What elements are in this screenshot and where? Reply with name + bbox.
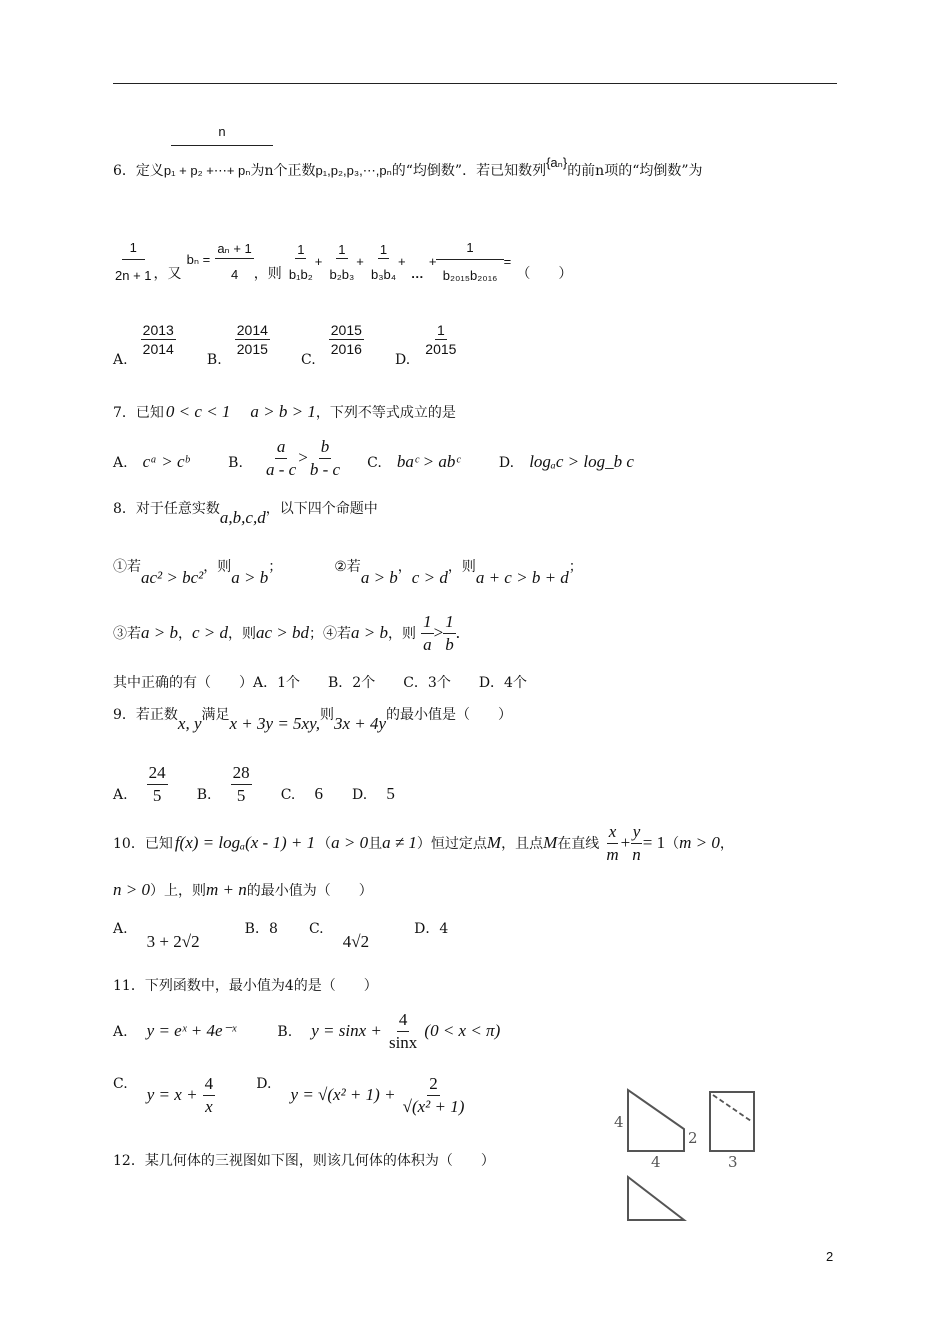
q6-def-fraction — [171, 124, 273, 146]
q9-option-b: $\frac{28}{5}$ — [232, 763, 250, 805]
label-height-2: 2 — [688, 1129, 698, 1147]
q6-sum-term-2: $\frac{1}{\text{b₂b₃}}$ — [329, 241, 355, 282]
q7-option-b-left: $\frac{a}{a - c}$ — [266, 437, 297, 479]
q8-stem: 8．对于任意实数a,b,c,d，以下四个命题中 — [113, 501, 378, 527]
q9-option-d: 5 — [386, 784, 395, 803]
q7-option-c: baᶜ > abᶜ — [396, 452, 460, 471]
q6-def-den: p₁ + p₂ +⋯+ pₙ — [163, 163, 251, 178]
front-view-shape — [628, 1090, 684, 1151]
q10-option-c: 4√2 — [342, 932, 370, 951]
label-height-4: 4 — [614, 1113, 624, 1131]
q7-option-b-right: $\frac{b}{b - c}$ — [309, 437, 341, 479]
q11-option-c-frac: $\frac{4}{x}$ — [204, 1074, 214, 1116]
q11-stem: 11．下列函数中，最小值为4的是（ ） — [113, 978, 378, 994]
q10-stem: 10．已知 f(x) = logₐ(x - 1) + 1 （a > 0且a ≠ 1）恒过定点M，且点M在直线 $\frac{x}{m}$ + $\frac{y}{n}$ = 1（m > 0， — [113, 822, 734, 864]
q6-options: A. $\frac{2013}{2014}$ B. $\frac{2014}{2015}$ C. $\frac{2015}{2016}$ D. $\frac{1}{2015}$ — [113, 322, 457, 368]
three-view-svg — [610, 1085, 770, 1225]
q6-option-d: $\frac{1}{2015}$ — [425, 322, 457, 357]
q8-props-1-2: ①若ac² > bc²，则a > b； ②若a > b，c > d，则a + c > b + d； — [113, 559, 583, 587]
q12-stem: 12．某几何体的三视图如下图，则该几何体的体积为（ ） — [113, 1153, 495, 1169]
q8-props-3-4: ③若a > b，c > d，则ac > bd；④若a > b，则 $\frac{1}{a}$ > $\frac{1}{b}$ . — [113, 612, 460, 654]
q6-frac-avg: $\frac{1}{2n + 1}$ — [115, 240, 152, 283]
header-rule — [113, 83, 837, 84]
q10-frac-x-m: $\frac{x}{m}$ — [606, 822, 619, 864]
q11-options-cd: C. y = x + $\frac{4}{x}$ D. y = √(x² + 1) + $\frac{2}{\text{√(x² + 1)}}$ — [113, 1074, 465, 1116]
q8-frac-1b: $\frac{1}{b}$ — [445, 612, 454, 654]
q6-option-a: $\frac{2013}{2014}$ — [142, 322, 174, 357]
q9-options: A. $\frac{24}{5}$ B. $\frac{28}{5}$ C. 6 D. 5 — [113, 763, 395, 805]
q7-option-d: logₐc > log_b c — [529, 452, 634, 471]
q7-stem: 7．已知 0 < c < 1 a > b > 1，下列不等式成立的是 — [113, 402, 456, 421]
side-view-shape — [710, 1092, 754, 1151]
q8-answer-options: 其中正确的有（ ）A．1个 B．2个 C．3个 D．4个 — [113, 675, 527, 691]
q9-option-a: $\frac{24}{5}$ — [148, 763, 166, 805]
q10-option-a: 3 + 2√2 — [146, 932, 200, 951]
q6-sum-term-1: $\frac{1}{\text{b₁b₂}}$ — [288, 241, 313, 282]
label-width-4: 4 — [651, 1153, 661, 1171]
q6-line1: 6．定义p₁ + p₂ +⋯+ pₙ为n个正数p₁,p₂,p₃,⋯,pₙ的“均倒数”．若已知数列$^{\{a_n\}}$的前n项的“均倒数”为 — [113, 155, 703, 179]
q6-frac-bn: $\frac{\text{aₙ + 1}}{4}$ — [217, 241, 252, 282]
label-width-3: 3 — [728, 1153, 738, 1171]
q6-option-c: $\frac{2015}{2016}$ — [330, 322, 362, 357]
q11-options-ab: A. y = eˣ + 4e⁻ˣ B. y = sinx + $\frac{4}{\sin x}$ (0 < x < π) — [113, 1010, 501, 1052]
q6-def-num: n — [171, 124, 273, 146]
q6-line2: $\frac{1}{2n + 1}$ ，又 bₙ = $\frac{\text{aₙ + 1}}{4}$ ，则 $\frac{1}{\text{b₁b₂}}$ + $\frac{1}{\text{b₂b₃}}$ + $\frac{1}{\text{b₃b₄}}$ + $_\dots$ + $\frac{1}{\text{b₂₀₁₅b₂₀₁₆}}$ = （ ） — [115, 240, 573, 283]
q6-sum-term-3: $\frac{1}{\text{b₃b₄}}$ — [370, 241, 397, 282]
q10-stem-line2: n > 0）上，则m + n的最小值为（ ） — [113, 880, 373, 899]
q6-sum-term-last: $\frac{1}{\text{b₂₀₁₅b₂₀₁₆}}$ — [436, 240, 503, 283]
q8-frac-1a: $\frac{1}{a}$ — [423, 612, 432, 654]
q10-options: A. 3 + 2√2 B．8 C. 4√2 D．4 — [113, 921, 449, 951]
q9-stem: 9．若正数x, y满足x + 3y = 5xy,则3x + 4y的最小值是（ ） — [113, 707, 513, 733]
q10-option-b: B．8 — [244, 921, 278, 937]
q11-option-d-frac: $\frac{2}{\text{√(x² + 1)}}$ — [402, 1074, 465, 1116]
q10-option-d: D．4 — [414, 921, 449, 937]
side-view-hidden-edge — [713, 1095, 751, 1121]
page-number: 2 — [826, 1249, 834, 1264]
q6-option-b: $\frac{2014}{2015}$ — [236, 322, 268, 357]
q7-options: A. cᵃ > cᵇ B. $\frac{a}{a - c}$ > $\frac{b}{b - c}$ C. baᶜ > abᶜ D. logₐc > log_b c — [113, 437, 634, 479]
top-view-shape — [628, 1177, 684, 1220]
q7-option-a: cᵃ > cᵇ — [142, 452, 190, 471]
q11-option-a: y = eˣ + 4e⁻ˣ — [146, 1021, 237, 1040]
q11-option-b-frac: $\frac{4}{\sin x}$ — [388, 1010, 418, 1052]
three-view-figure — [610, 1085, 770, 1229]
q9-option-c: 6 — [314, 784, 323, 803]
q10-frac-y-n: $\frac{y}{n}$ — [632, 822, 641, 864]
